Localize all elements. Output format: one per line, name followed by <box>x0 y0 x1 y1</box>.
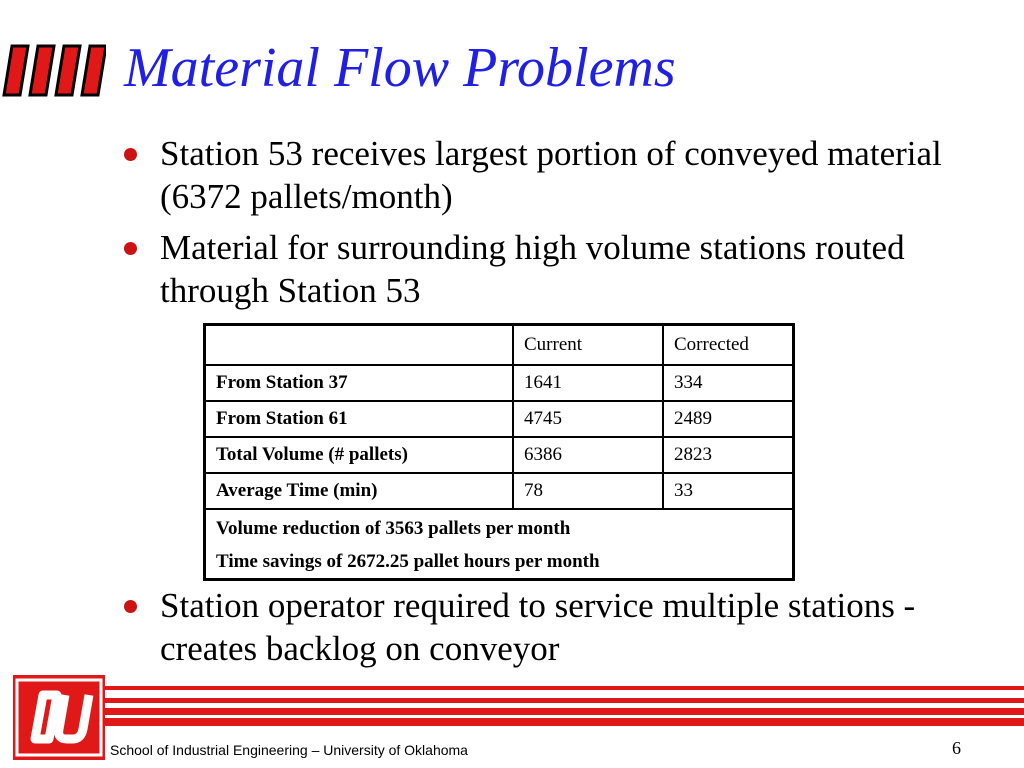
table-cell: 4745 <box>513 401 663 437</box>
table-cell: 33 <box>663 473 794 509</box>
bullet-item <box>122 132 1002 218</box>
ou-logo-icon <box>13 675 105 760</box>
table-cell: 6386 <box>513 437 663 473</box>
slide-title: Material Flow Problems <box>124 37 676 99</box>
bullet-dot-icon <box>124 148 137 161</box>
footer-stripes <box>105 686 1024 726</box>
summary-volume-text: Volume reduction of 3563 pallets per month <box>216 518 571 539</box>
bullet-text: Material for surrounding high volume stations routed through Station 53 <box>160 228 905 310</box>
table-header-cell: Current <box>513 325 663 366</box>
bullet-item <box>122 226 1002 312</box>
table-cell: 334 <box>663 365 794 401</box>
bullet-dot-icon <box>124 242 137 255</box>
footer-stripe <box>105 718 1024 726</box>
table-row <box>205 401 794 437</box>
table-cell: 2489 <box>663 401 794 437</box>
flow-comparison-table <box>203 323 795 581</box>
table-row-label: Average Time (min) <box>205 473 514 509</box>
bullet-text: Station operator required to service multiple stations - creates backlog on conveyor <box>160 586 916 668</box>
footer-text: School of Industrial Engineering – University of Oklahoma <box>110 742 468 758</box>
table-summary-row <box>205 509 794 580</box>
bullet-dot-icon <box>124 600 137 613</box>
table-header-row <box>205 325 794 366</box>
bullet-list-top <box>122 132 1002 320</box>
table-cell: 78 <box>513 473 663 509</box>
table-cell: 2823 <box>663 437 794 473</box>
table-row-label: From Station 61 <box>205 401 514 437</box>
table-header-cell: Corrected <box>663 325 794 366</box>
summary-time-text: Time savings of 2672.25 pallet hours per month <box>216 551 600 572</box>
table-row <box>205 365 794 401</box>
page-number: 6 <box>952 738 961 758</box>
bullet-list-bottom <box>122 584 1002 678</box>
table-cell: 1641 <box>513 365 663 401</box>
table-row-label: From Station 37 <box>205 365 514 401</box>
table-summary-cell <box>205 509 794 580</box>
bullet-item <box>122 584 1002 670</box>
table-row <box>205 437 794 473</box>
table-row-label: Total Volume (# pallets) <box>205 437 514 473</box>
footer-stripe <box>105 698 1024 703</box>
footer-stripe <box>105 686 1024 690</box>
footer-stripe <box>105 708 1024 715</box>
table-header-cell <box>205 325 514 366</box>
bullet-text: Station 53 receives largest portion of conveyed material (6372 pallets/month) <box>160 134 942 216</box>
title-bar-mark-icon <box>2 43 106 99</box>
table-row <box>205 473 794 509</box>
